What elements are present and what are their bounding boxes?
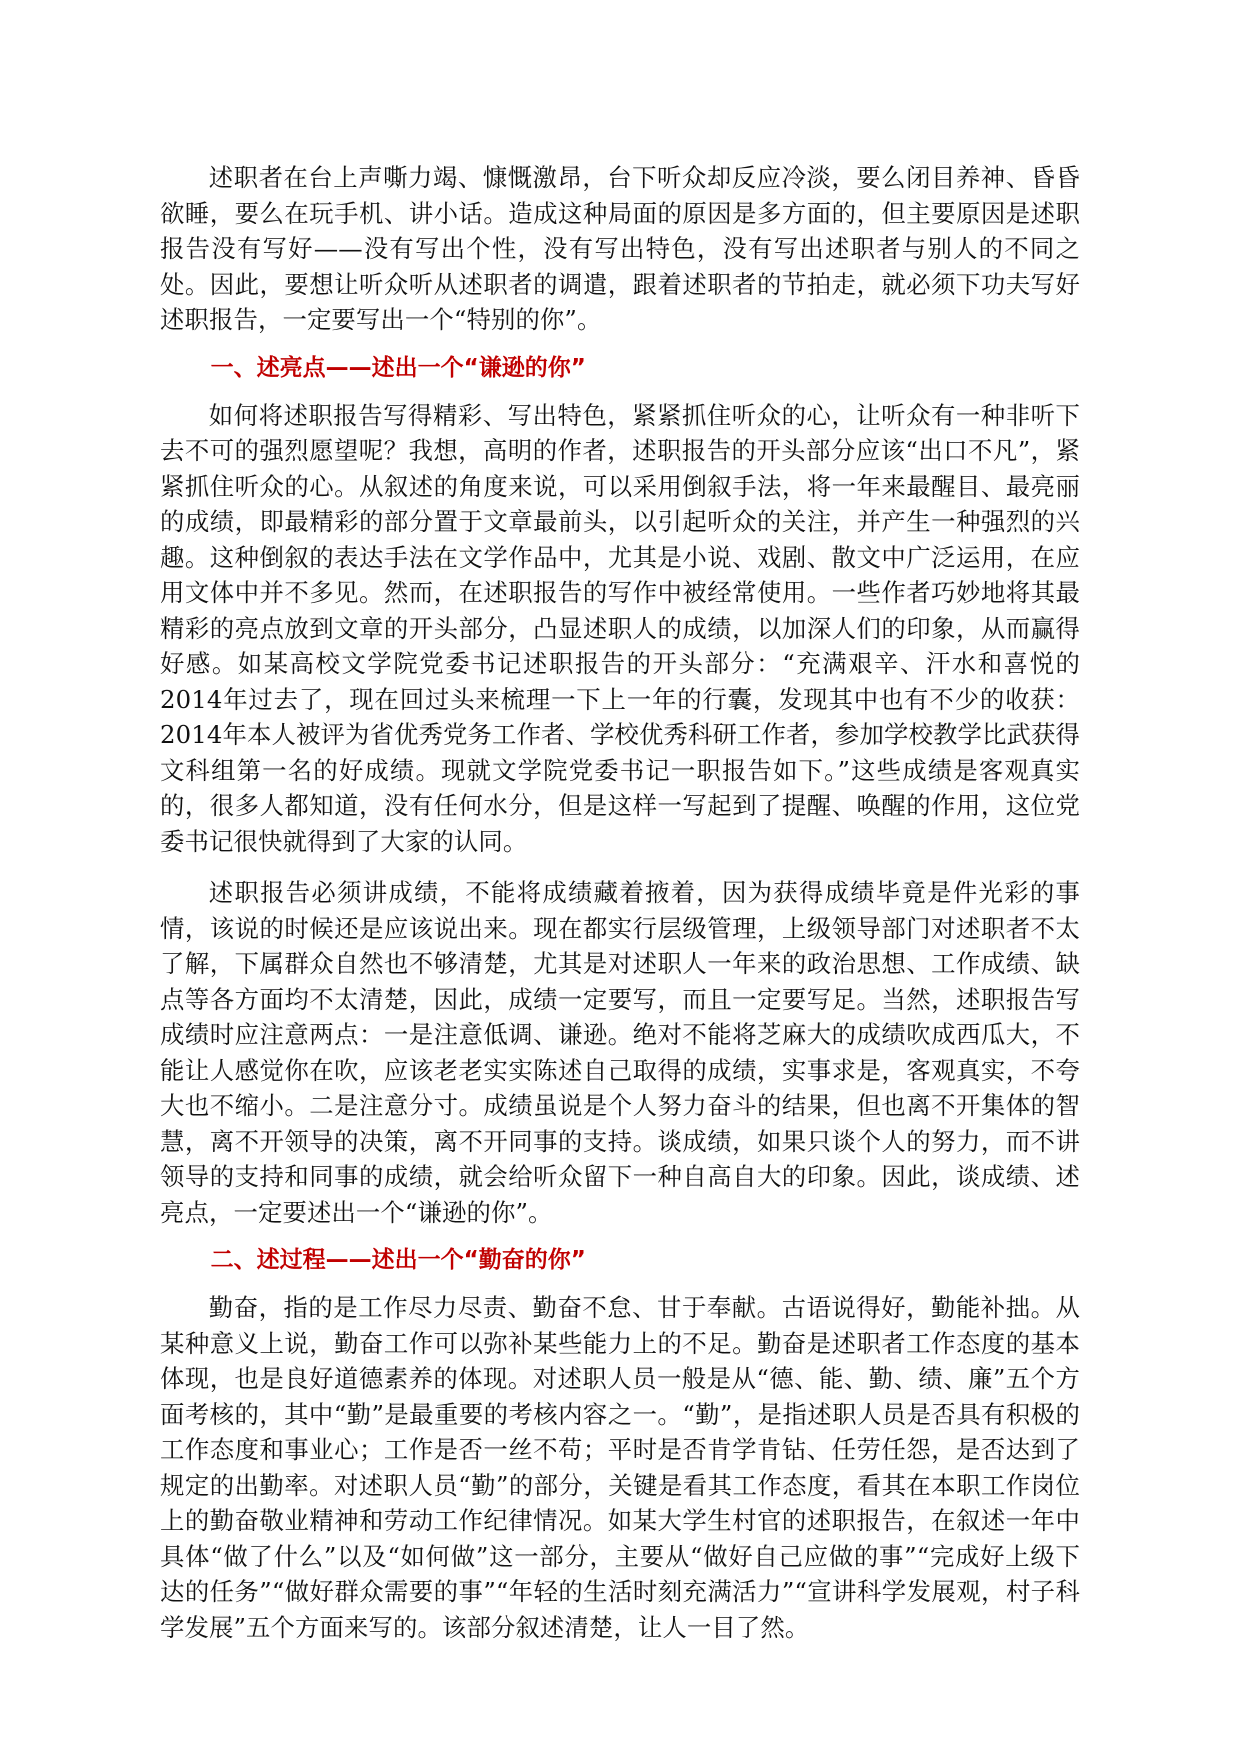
intro-paragraph: 述职者在台上声嘶力竭、慷慨激昂，台下听众却反应冷淡，要么闭目养神、昏昏欲睡，要么在玩手机、讲小话。造成这种局面的原因是多方面的，但主要原因是述职报告没有写好——没有写出个性，没有写出特色，没有写出述职者与别人的不同之处。因此，要想让听众听从述职者的调遣，跟着述职者的节拍走，就必须下功夫写好述职报告，一定要写出一个“特别的你”。	[160, 163, 1080, 334]
section-1-heading: 一、述亮点——述出一个“谦逊的你”	[210, 354, 586, 381]
section-2-heading: 二、述过程——述出一个“勤奋的你”	[210, 1247, 586, 1273]
document-page	[160, 160, 1080, 1645]
section-1-paragraph-2: 述职报告必须讲成绩，不能将成绩藏着掖着，因为获得成绩毕竟是件光彩的事情，该说的时候还是应该说出来。现在都实行层级管理，上级领导部门对述职者不太了解，下属群众自然也不够清楚，尤其是对述职人一年来的政治思想、工作成绩、缺点等各方面均不太清楚，因此，成绩一定要写，而且一定要写足。当然，述职报告写成绩时应注意两点：一是注意低调、谦逊。绝对不能将芝麻大的成绩吹成西瓜大，不能让人感觉你在吹，应该老老实实陈述自己取得的成绩，实事求是，客观真实，不夸大也不缩小。二是注意分寸。成绩虽说是个人努力奋斗的结果，但也离不开集体的智慧，离不开领导的决策，离不开同事的支持。谈成绩，如果只谈个人的努力，而不讲领导的支持和同事的成绩，就会给听众留下一种自高自大的印象。因此，谈成绩、述亮点，一定要述出一个“谦逊的你”。	[160, 878, 1080, 1227]
section-2-paragraph-1: 勤奋，指的是工作尽力尽责、勤奋不怠、甘于奉献。古语说得好，勤能补拙。从某种意义上说，勤奋工作可以弥补某些能力上的不足。勤奋是述职者工作态度的基本体现，也是良好道德素养的体现。对述职人员一般是从“德、能、勤、绩、廉”五个方面考核的，其中“勤”是最重要的考核内容之一。“勤”，是指述职人员是否具有积极的工作态度和事业心；工作是否一丝不苟；平时是否肯学肯钻、任劳任怨，是否达到了规定的出勤率。对述职人员“勤”的部分，关键是看其工作态度，看其在本职工作岗位上的勤奋敬业精神和劳动工作纪律情况。如某大学生村官的述职报告，在叙述一年中具体“做了什么”以及“如何做”这一部分，主要从“做好自己应做的事”“完成好上级下达的任务”“做好群众需要的事”“年轻的生活时刻充满活力”“宣讲科学发展观，村子科学发展”五个方面来写的。该部分叙述清楚，让人一目了然。	[160, 1293, 1080, 1642]
section-1-paragraph-1: 如何将述职报告写得精彩、写出特色，紧紧抓住听众的心，让听众有一种非听下去不可的强烈愿望呢？我想，高明的作者，述职报告的开头部分应该“出口不凡”，紧紧抓住听众的心。从叙述的角度来说，可以采用倒叙手法，将一年来最醒目、最亮丽的成绩，即最精彩的部分置于文章最前头，以引起听众的关注，并产生一种强烈的兴趣。这种倒叙的表达手法在文学作品中，尤其是小说、戏剧、散文中广泛运用，在应用文体中并不多见。然而，在述职报告的写作中被经常使用。一些作者巧妙地将其最精彩的亮点放到文章的开头部分，凸显述职人的成绩，以加深人们的印象，从而赢得好感。如某高校文学院党委书记述职报告的开头部分：“充满艰辛、汗水和喜悦的2014年过去了，现在回过头来梳理一下上一年的行囊，发现其中也有不少的收获：2014年本人被评为省优秀党务工作者、学校优秀科研工作者，参加学校教学比武获得文科组第一名的好成绩。现就文学院党委书记一职报告如下。”这些成绩是客观真实的，很多人都知道，没有任何水分，但是这样一写起到了提醒、唤醒的作用，这位党委书记很快就得到了大家的认同。	[160, 400, 1080, 856]
